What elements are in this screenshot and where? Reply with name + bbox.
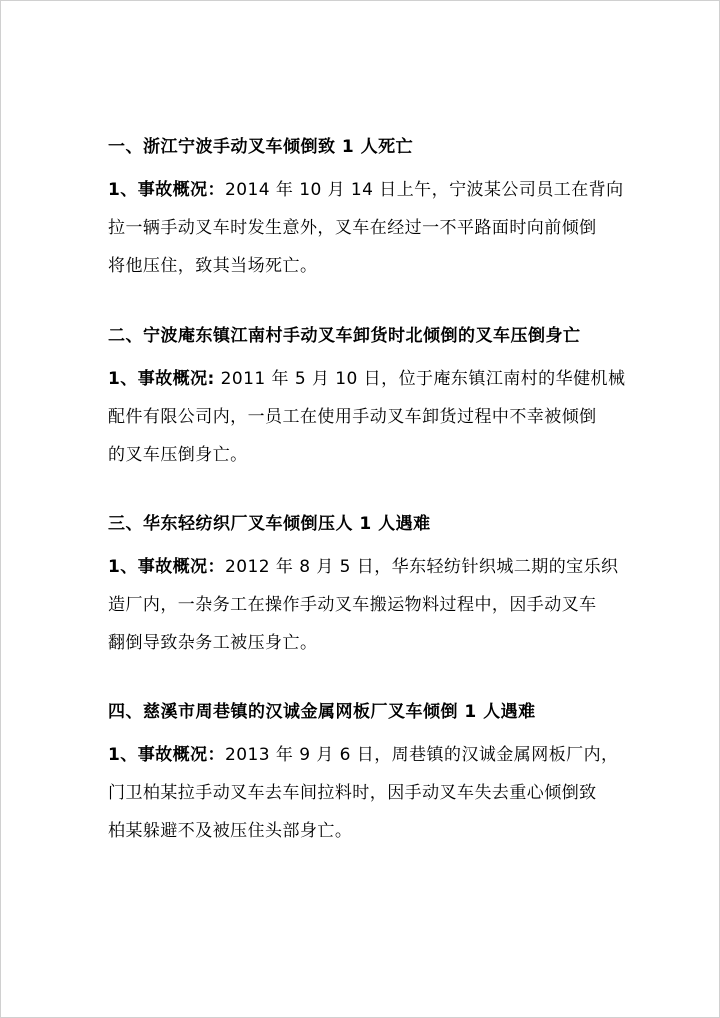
- incident-section-1: [108, 136, 624, 285]
- section-heading: 四、慈溪市周巷镇的汉诚金属网板厂叉车倾倒 1 人遇难: [108, 702, 536, 722]
- incident-section-4: [108, 701, 619, 850]
- paragraph-text: 2011 年 5 月 10 日，位于庵东镇江南村的华健机械: [214, 369, 626, 389]
- paragraph-line: [108, 736, 619, 774]
- paragraph-line: 翻倒导致杂务工被压身亡。: [108, 633, 318, 653]
- paragraph-text: 2014 年 10 月 14 日上午，宁波某公司员工在背向: [224, 180, 624, 200]
- incident-section-2: [108, 325, 626, 474]
- section-heading: 二、宁波庵东镇江南村手动叉车卸货时北倾倒的叉车压倒身亡: [108, 326, 581, 346]
- section-paragraph: [108, 171, 624, 285]
- section-paragraph: [108, 360, 626, 474]
- paragraph-line: 拉一辆手动叉车时发生意外，叉车在经过一不平路面时向前倾倒: [108, 218, 597, 238]
- paragraph-text: 2013 年 9 月 6 日，周巷镇的汉诚金属网板厂内，: [224, 745, 619, 765]
- summary-label: 1、事故概况:: [108, 369, 215, 389]
- paragraph-line: 门卫柏某拉手动叉车去车间拉料时，因手动叉车失去重心倾倒致: [108, 783, 597, 803]
- paragraph-line: 配件有限公司内，一员工在使用手动叉车卸货过程中不幸被倾倒: [108, 407, 597, 427]
- summary-label: 1、事故概况：: [108, 557, 225, 577]
- paragraph-text: 2012 年 8 月 5 日，华东轻纺针织城二期的宝乐织: [224, 557, 619, 577]
- incident-section-3: [108, 513, 619, 662]
- paragraph-line: 造厂内，一杂务工在操作手动叉车搬运物料过程中，因手动叉车: [108, 595, 597, 615]
- section-heading: 一、浙江宁波手动叉车倾倒致 1 人死亡: [108, 137, 414, 157]
- paragraph-line: [108, 171, 624, 209]
- summary-label: 1、事故概况：: [108, 180, 225, 200]
- section-paragraph: [108, 548, 619, 662]
- paragraph-line: [108, 548, 619, 586]
- paragraph-line: 柏某躲避不及被压住头部身亡。: [108, 821, 353, 841]
- paragraph-line: 将他压住，致其当场死亡。: [108, 256, 318, 276]
- section-paragraph: [108, 736, 619, 850]
- summary-label: 1、事故概况：: [108, 745, 225, 765]
- section-heading: 三、华东轻纺织厂叉车倾倒压人 1 人遇难: [108, 514, 431, 534]
- paragraph-line: [108, 360, 626, 398]
- paragraph-line: 的叉车压倒身亡。: [108, 445, 248, 465]
